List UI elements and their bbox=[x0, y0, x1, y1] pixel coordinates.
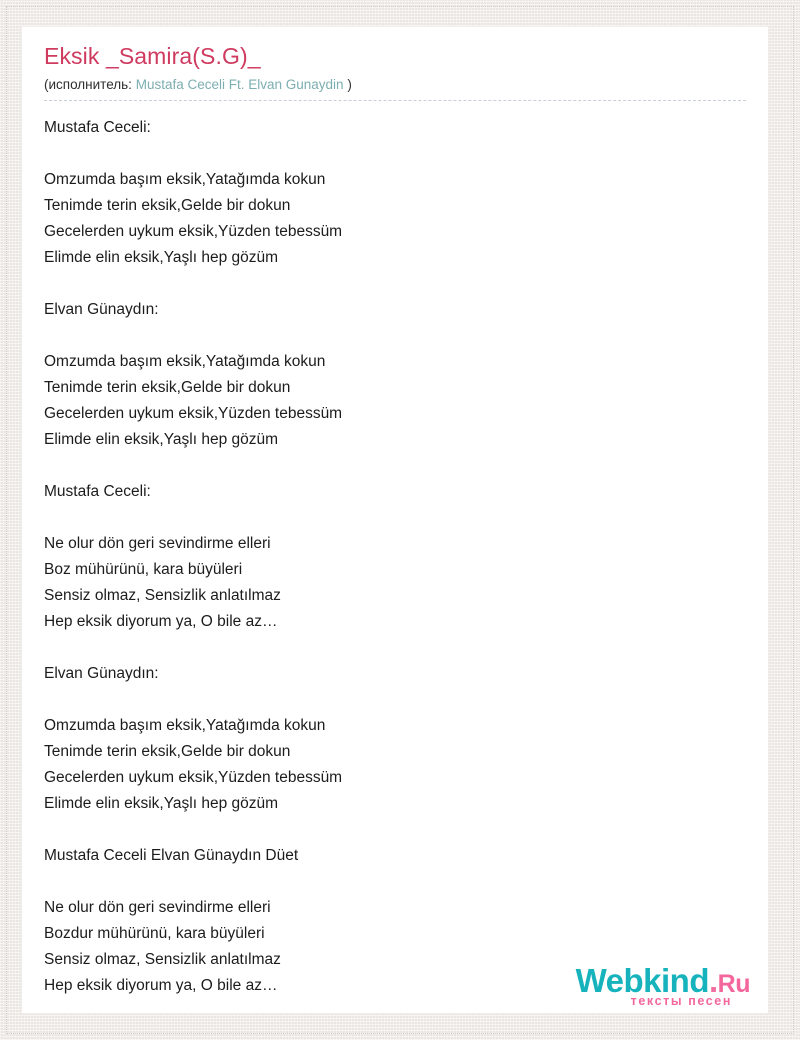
lyrics-line: Ne olur dön geri sevindirme elleri bbox=[44, 899, 271, 916]
lyrics-line: Ne olur dön geri sevindirme elleri bbox=[44, 535, 271, 552]
lyrics-line: Omzumda başım eksik,Yatağımda kokun bbox=[44, 171, 326, 188]
lyrics-line: Elimde elin eksik,Yaşlı hep gözüm bbox=[44, 249, 279, 266]
lyrics-spacer bbox=[44, 141, 746, 167]
lyrics-line: Boz mühürünü, kara büyüleri bbox=[44, 561, 243, 578]
lyrics-spacer bbox=[44, 687, 746, 713]
watermark-part-kind: kind bbox=[643, 961, 709, 999]
lyrics-spacer bbox=[44, 869, 746, 895]
lyrics-spacer bbox=[44, 635, 746, 661]
lyrics-line: Gecelerden uykum eksik,Yüzden tebessüm bbox=[44, 405, 343, 422]
watermark-part-web: Web bbox=[575, 961, 644, 999]
lyrics-singer-heading: Elvan Günaydın: bbox=[44, 665, 159, 682]
lyrics-line: Omzumda başım eksik,Yatağımda kokun bbox=[44, 717, 326, 734]
page-title: Eksik _Samira(S.G)_ bbox=[44, 43, 261, 69]
lyrics-line: Sensiz olmaz, Sensizlik anlatılmaz bbox=[44, 951, 281, 968]
lyrics-spacer bbox=[44, 271, 746, 297]
lyrics-singer-heading: Mustafa Ceceli: bbox=[44, 483, 151, 500]
lyrics-line: Tenimde terin eksik,Gelde bir dokun bbox=[44, 197, 291, 214]
lyrics-spacer bbox=[44, 453, 746, 479]
lyrics-line: Gecelerden uykum eksik,Yüzden tebessüm bbox=[44, 223, 343, 240]
lyrics-block bbox=[44, 479, 746, 635]
performer-line bbox=[44, 76, 746, 101]
lyrics-block bbox=[44, 661, 746, 817]
performer-label: (исполнитель: bbox=[44, 77, 132, 92]
lyrics-line: Omzumda başım eksik,Yatağımda kokun bbox=[44, 353, 326, 370]
lyrics-spacer bbox=[44, 817, 746, 843]
lyrics-line: Hep eksik diyorum ya, O bile az… bbox=[44, 613, 278, 630]
lyrics-body bbox=[22, 115, 768, 999]
lyrics-line: Hep eksik diyorum ya, O bile az… bbox=[44, 977, 278, 994]
lyrics-line: Sensiz olmaz, Sensizlik anlatılmaz bbox=[44, 587, 281, 604]
lyrics-spacer bbox=[44, 505, 746, 531]
performer-link[interactable]: Mustafa Ceceli Ft. Elvan Gunaydin bbox=[135, 77, 344, 92]
lyrics-line: Elimde elin eksik,Yaşlı hep gözüm bbox=[44, 431, 279, 448]
lyrics-line: Elimde elin eksik,Yaşlı hep gözüm bbox=[44, 795, 279, 812]
watermark-part-ru: Ru bbox=[717, 969, 750, 998]
lyrics-line: Gecelerden uykum eksik,Yüzden tebessüm bbox=[44, 769, 343, 786]
performer-close-paren: ) bbox=[347, 77, 352, 92]
watermark-tagline: тексты песен bbox=[630, 993, 732, 1008]
lyrics-singer-heading: Elvan Günaydın: bbox=[44, 301, 159, 318]
lyrics-block bbox=[44, 115, 746, 271]
song-content-sheet bbox=[22, 27, 768, 1013]
watermark-part-dot: . bbox=[709, 961, 718, 999]
lyrics-singer-heading: Mustafa Ceceli: bbox=[44, 119, 151, 136]
song-header bbox=[22, 27, 768, 101]
lyrics-spacer bbox=[44, 323, 746, 349]
site-watermark bbox=[575, 961, 750, 1008]
lyrics-line: Tenimde terin eksik,Gelde bir dokun bbox=[44, 379, 291, 396]
lyrics-block bbox=[44, 297, 746, 453]
lyrics-line: Tenimde terin eksik,Gelde bir dokun bbox=[44, 743, 291, 760]
lyrics-line: Bozdur mühürünü, kara büyüleri bbox=[44, 925, 265, 942]
lyrics-singer-heading: Mustafa Ceceli Elvan Günaydın Düet bbox=[44, 847, 299, 864]
